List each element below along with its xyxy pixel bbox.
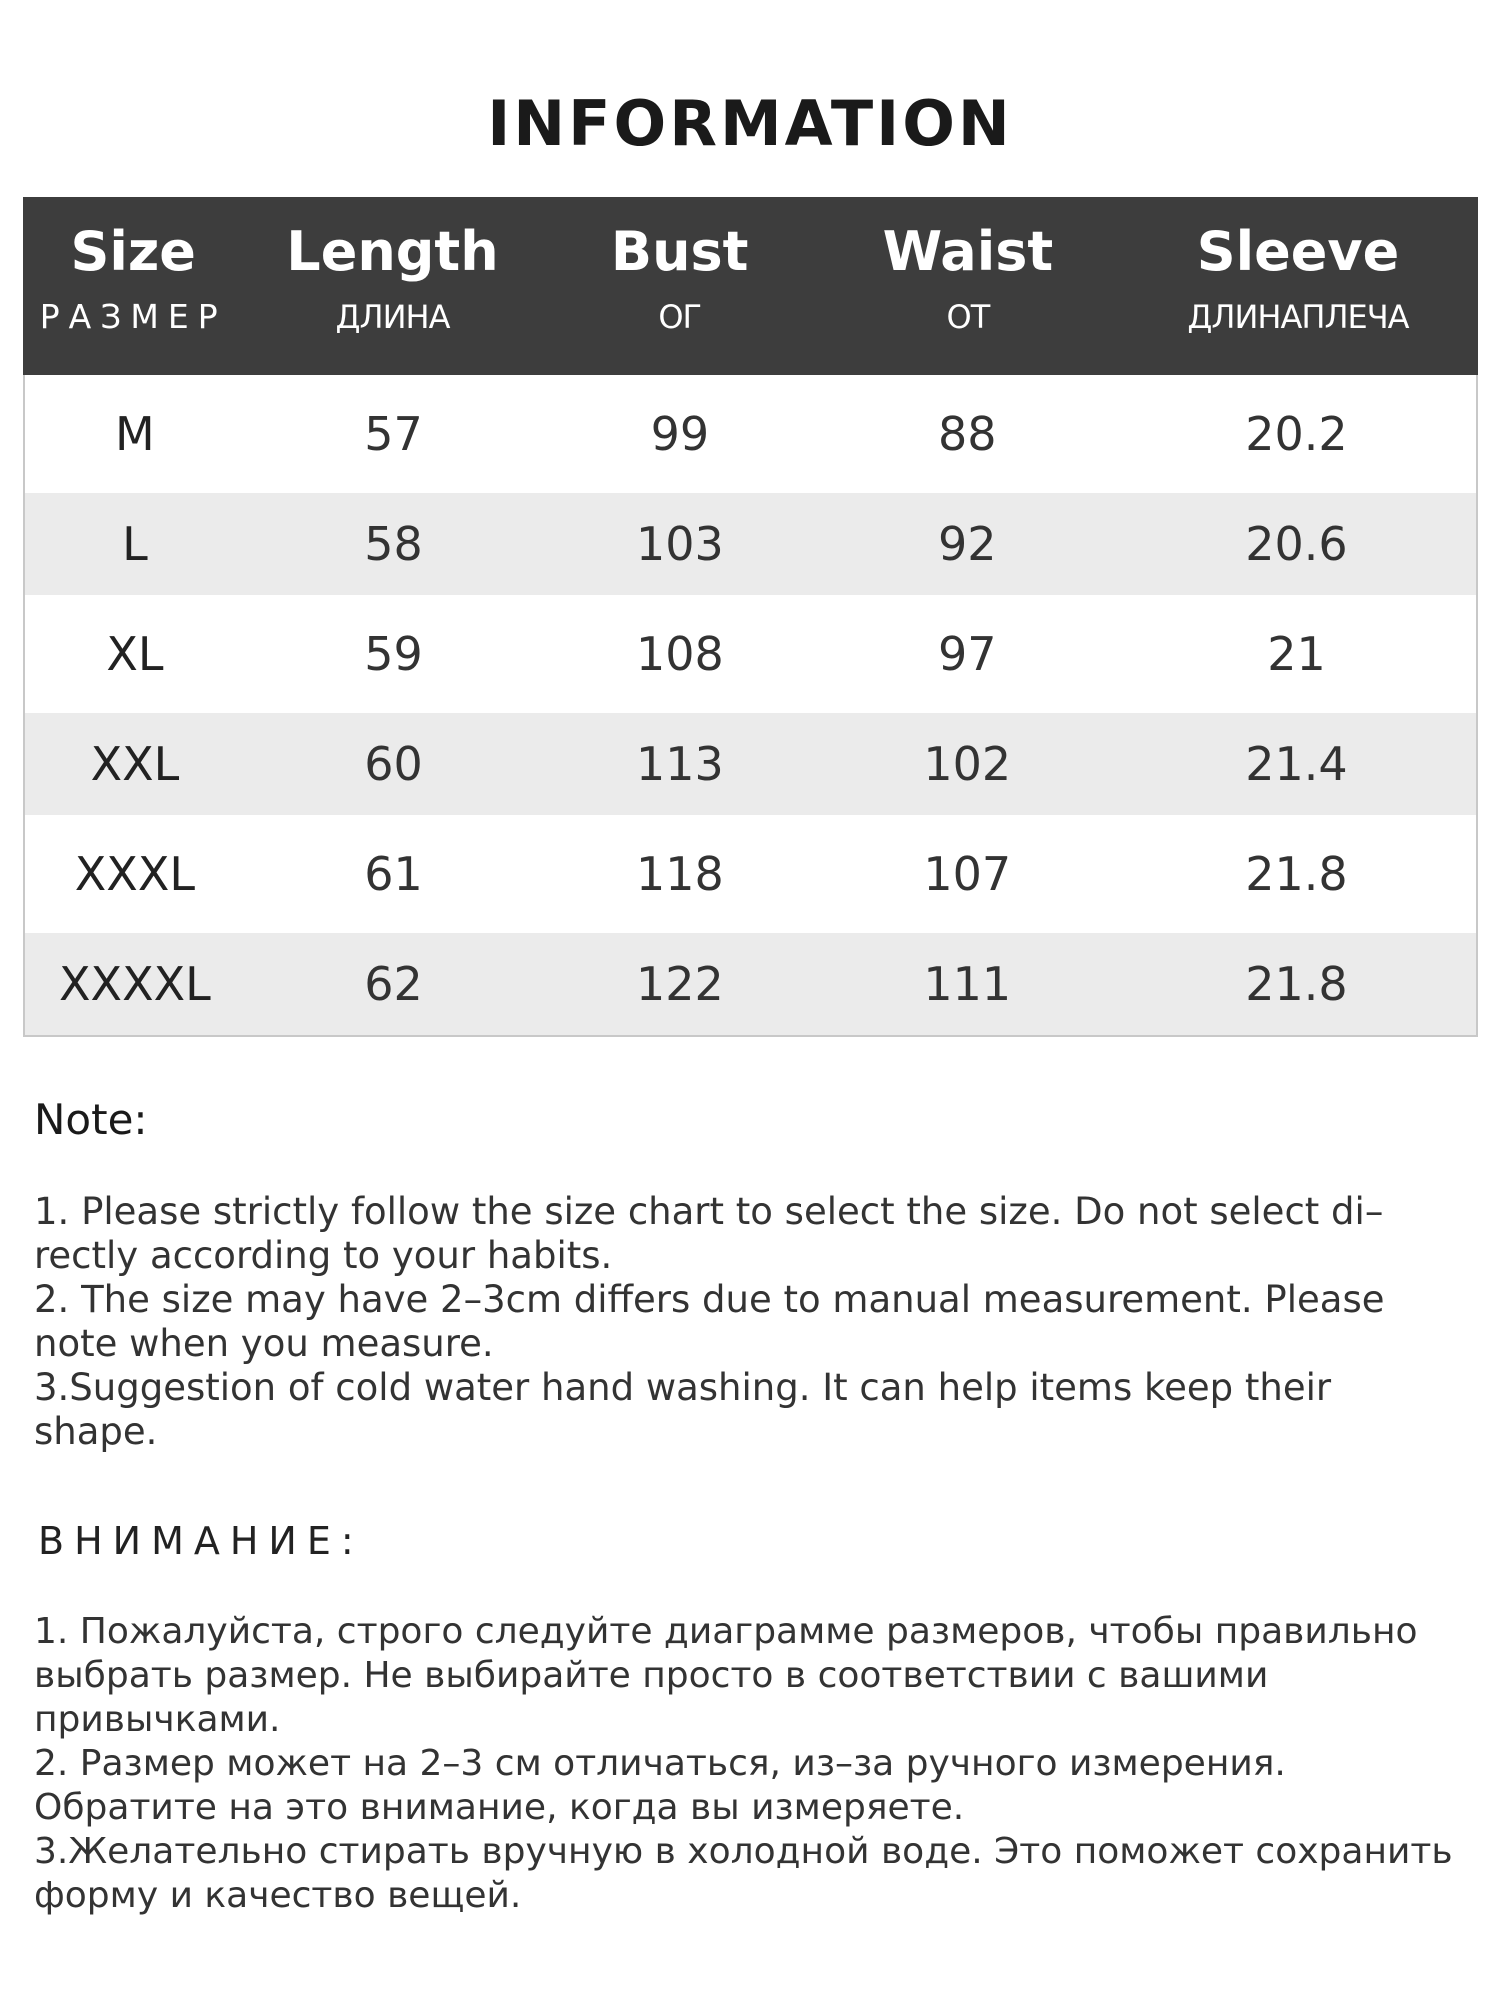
- header-label-en: Sleeve: [1196, 220, 1400, 283]
- cell-size: XL: [106, 627, 164, 681]
- table-row: [25, 933, 1476, 1035]
- header-label-en: Waist: [882, 220, 1054, 283]
- note-item: 2. Размер может на 2–3 см отличаться, из–за ручного измерения. Обратите на это внимание, когда вы измеряете.: [34, 1743, 1286, 1828]
- table-row: [25, 815, 1476, 933]
- cell-bust: 122: [635, 957, 724, 1011]
- cell-bust: 99: [650, 407, 710, 461]
- table-header-row: [23, 197, 1478, 375]
- cell-bust: 118: [635, 847, 724, 901]
- table-row: [25, 375, 1476, 493]
- note-item: 1. Пожалуйста, строго следуйте диаграмме размеров, чтобы правильно выбрать размер. Не выбирайте просто в соответствии с вашими привычками.: [34, 1611, 1418, 1740]
- cell-size: XXXXL: [59, 957, 211, 1011]
- header-waist: [818, 197, 1118, 375]
- header-bust: [542, 197, 818, 375]
- note-title-en: Note:: [34, 1095, 148, 1144]
- note-list-en: [34, 1190, 1464, 1454]
- header-label-ru: ОТ: [946, 298, 990, 336]
- cell-sleeve: 21: [1267, 627, 1326, 681]
- cell-sleeve: 20.6: [1245, 517, 1348, 571]
- cell-sleeve: 20.2: [1245, 407, 1348, 461]
- note-item: 3.Suggestion of cold water hand washing. It can help items keep their shape.: [34, 1366, 1332, 1453]
- cell-waist: 92: [938, 517, 997, 571]
- table-row: [25, 713, 1476, 815]
- cell-size: XXXL: [74, 847, 195, 901]
- cell-size: L: [122, 517, 148, 571]
- cell-length: 61: [364, 847, 423, 901]
- note-title-ru: ВНИМАНИЕ:: [38, 1519, 364, 1563]
- cell-sleeve: 21.8: [1245, 957, 1348, 1011]
- table-row: [25, 493, 1476, 595]
- cell-size: XXL: [90, 737, 180, 791]
- cell-waist: 102: [923, 737, 1012, 791]
- cell-waist: 107: [923, 847, 1012, 901]
- cell-waist: 111: [923, 957, 1012, 1011]
- header-label-en: Length: [286, 220, 499, 283]
- cell-waist: 97: [938, 627, 997, 681]
- cell-waist: 88: [938, 407, 997, 461]
- cell-sleeve: 21.8: [1245, 847, 1348, 901]
- page-title: INFORMATION: [487, 87, 1013, 160]
- header-label-ru: ДЛИНА: [335, 298, 450, 336]
- header-label-ru: ОГ: [658, 298, 702, 336]
- note-list-ru: [34, 1610, 1464, 1918]
- cell-bust: 103: [635, 517, 724, 571]
- table-row: [25, 595, 1476, 713]
- header-label-ru: ДЛИНАПЛЕЧА: [1187, 298, 1409, 336]
- note-item: 1. Please strictly follow the size chart to select the size. Do not select di–rectly according to your habits.: [34, 1190, 1384, 1277]
- header-size: [23, 197, 243, 375]
- cell-length: 62: [364, 957, 423, 1011]
- header-label-ru: РАЗМЕР: [39, 297, 227, 336]
- header-length: [243, 197, 541, 375]
- cell-bust: 108: [635, 627, 724, 681]
- size-chart-table: [23, 197, 1478, 1037]
- header-label-en: Size: [70, 220, 196, 283]
- cell-bust: 113: [635, 737, 724, 791]
- cell-sleeve: 21.4: [1245, 737, 1348, 791]
- note-item: 3.Желательно стирать вручную в холодной воде. Это поможет сохранить форму и качество вещей.: [34, 1831, 1453, 1916]
- cell-size: M: [115, 407, 155, 461]
- cell-length: 57: [364, 407, 423, 461]
- cell-length: 58: [364, 517, 423, 571]
- cell-length: 59: [364, 627, 423, 681]
- cell-length: 60: [364, 737, 423, 791]
- note-item: 2. The size may have 2–3cm differs due to manual measurement. Please note when you measure.: [34, 1278, 1385, 1365]
- header-sleeve: [1118, 197, 1478, 375]
- header-label-en: Bust: [610, 220, 749, 283]
